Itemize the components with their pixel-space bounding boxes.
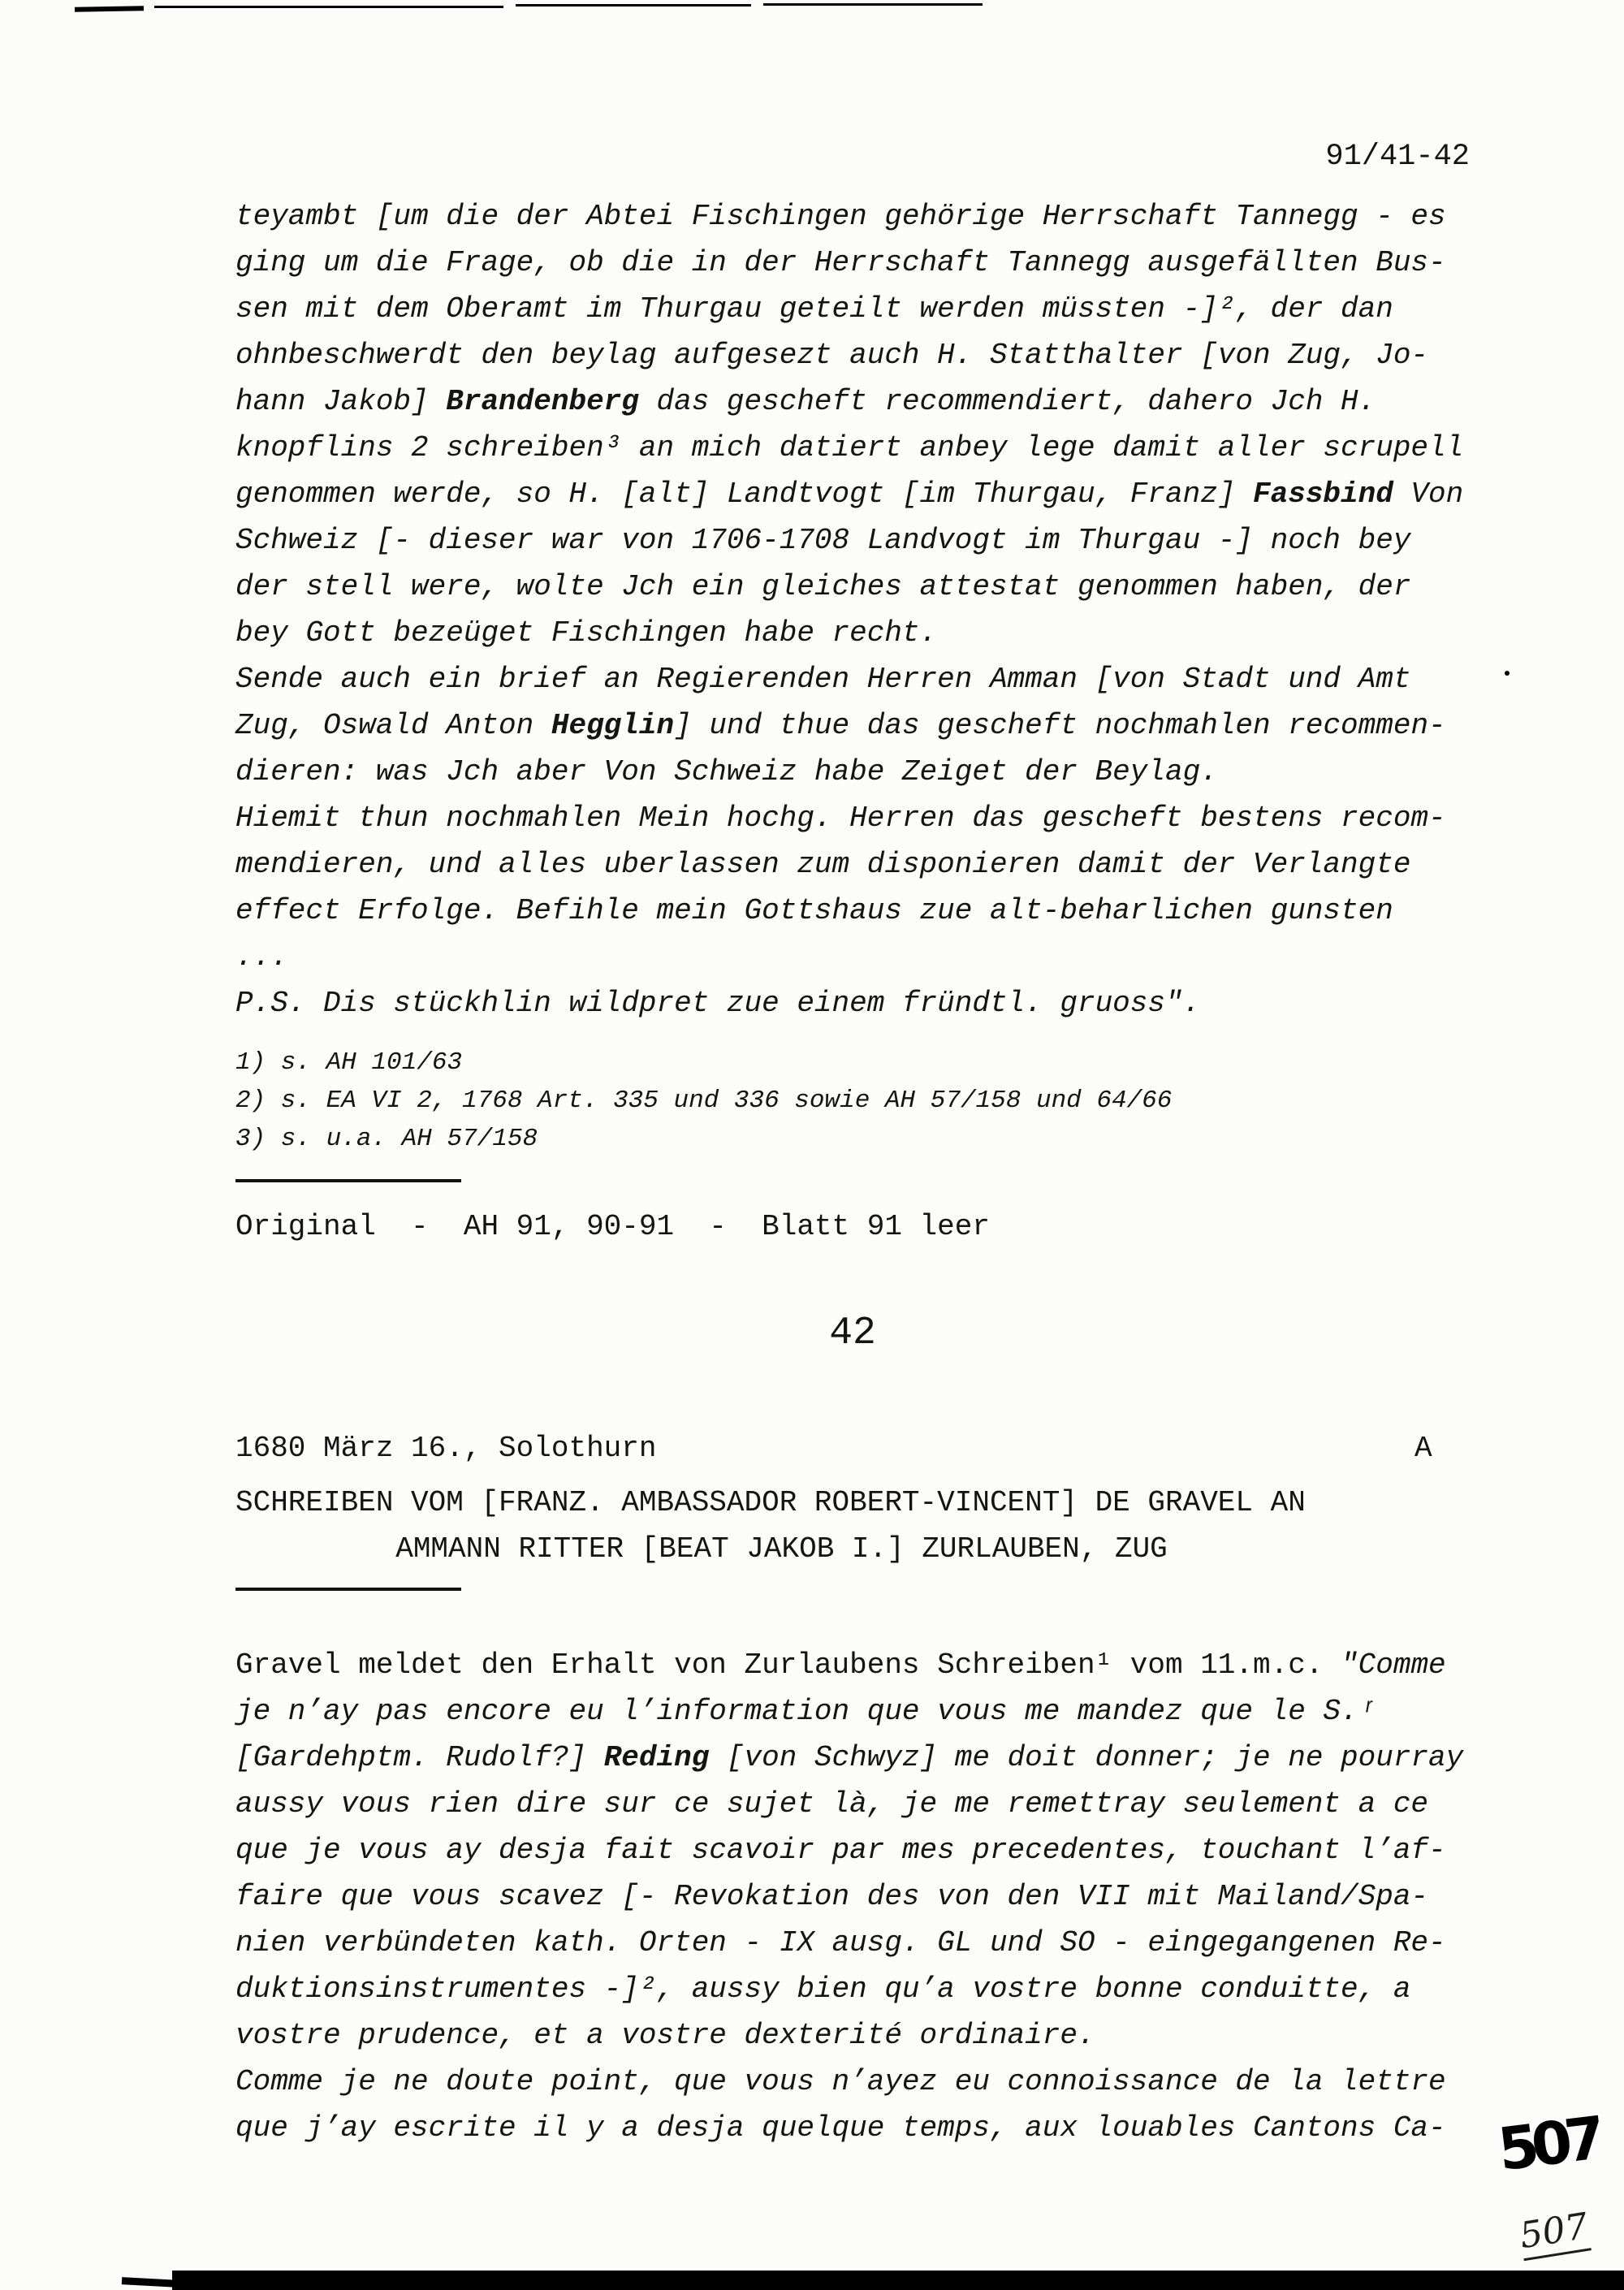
entry-42-marker [1415, 1425, 1432, 1471]
text-line: Sende auch ein brief an Regierenden Herren Amman [von Stadt und Amt [235, 663, 1411, 696]
footnote-1: 1) s. AH 101/63 [235, 1048, 463, 1077]
text-line: ohnbeschwerdt den beylag aufgesezt auch H. Statthalter [von Zug, Jo- [235, 339, 1429, 372]
date-place: 1680 März 16., Solothurn [235, 1432, 657, 1465]
text-line [235, 471, 1502, 517]
text-line: nien verbündeten kath. Orten - IX ausg. GL und SO - eingegangenen Re- [235, 1926, 1446, 1959]
text-line: je n’ay pas encore eu l’information que vous me mandez que le S.ʳ [235, 1695, 1376, 1728]
text-line [235, 702, 1502, 749]
scan-artifact-top-1 [75, 6, 144, 11]
text-segment: ] und thue das gescheft nochmahlen recommen- [674, 709, 1446, 742]
text-line: ... [235, 940, 288, 974]
person-name-reding: Reding [603, 1741, 710, 1774]
source-line [235, 1203, 1470, 1250]
text-line: dieren: was Jch aber Von Schweiz habe Zeiget der Beylag. [235, 755, 1218, 789]
entry-42-body [235, 1642, 1502, 2151]
text-line: Schweiz [- dieser war von 1706-1708 Landvogt im Thurgau -] noch bey [235, 524, 1411, 557]
person-name-brandenberg: Brandenberg [446, 385, 639, 418]
text-line: Comme je ne doute point, que vous n’ayez eu connoissance de la lettre [235, 2065, 1446, 2098]
text-line: duktionsinstrumentes -]², aussy bien qu’a vostre bonne conduitte, a [235, 1972, 1411, 2006]
entry-42-title [235, 1480, 1328, 1572]
summary-segment: Gravel meldet den Erhalt von Zurlaubens Schreiben¹ vom 11.m.c. [235, 1648, 1341, 1682]
text-line [235, 1642, 1502, 1688]
text-segment: genommen werde, so H. [alt] Landtvogt [im Thurgau, Franz] [235, 477, 1254, 511]
text-line: faire que vous scavez [- Revokation des von den VII mit Mailand/Spa- [235, 1880, 1429, 1913]
text-line: teyambt [um die der Abtei Fischingen gehörige Herrschaft Tannegg - es [235, 200, 1446, 233]
footnote-2: 2) s. EA VI 2, 1768 Art. 335 und 336 sowie AH 57/158 und 64/66 [235, 1087, 1173, 1115]
text-segment: [Gardehptm. Rudolf?] [235, 1741, 604, 1774]
title-line-2: AMMANN RITTER [BEAT JAKOB I.] ZURLAUBEN, ZUG [395, 1532, 1168, 1566]
text-line: P.S. Dis stückhlin wildpret zue einem fründtl. gruoss". [235, 987, 1201, 1020]
text-line: que je vous ay desja fait scavoir par mes precedentes, touchant l’af- [235, 1834, 1446, 1867]
text-line: knopflins 2 schreiben³ an mich datiert anbey lege damit aller scrupell [235, 431, 1464, 464]
text-line: ging um die Frage, ob die in der Herrschaft Tannegg ausgefällten Bus- [235, 246, 1446, 279]
scan-speck [1505, 671, 1510, 676]
text-segment: hann Jakob] [235, 385, 447, 418]
separator-rule [235, 1588, 461, 1591]
text-segment: das gescheft recommendiert, dahero Jch H. [638, 385, 1376, 418]
text-line: aussy vous rien dire sur ce sujet là, je me remettray seulement a ce [235, 1787, 1429, 1821]
text-line: Hiemit thun nochmahlen Mein hochg. Herren das gescheft bestens recom- [235, 802, 1446, 835]
text-segment: Zug, Oswald Anton [235, 709, 551, 742]
entry-41-body [235, 193, 1502, 1026]
marker-letter: A [1415, 1432, 1432, 1465]
entry-number: 42 [829, 1311, 876, 1355]
person-name-hegglin: Hegglin [551, 709, 675, 742]
text-line: bey Gott bezeüget Fischingen habe recht. [235, 616, 938, 650]
entry-41-footnotes [235, 1043, 1372, 1158]
separator-rule [235, 1179, 461, 1182]
text-line: vostre prudence, et a vostre dexterité ordinaire. [235, 2019, 1095, 2052]
scan-artifact-top-4 [763, 3, 983, 6]
title-line-1: SCHREIBEN VOM [FRANZ. AMBASSADOR ROBERT-VINCENT] DE GRAVEL AN [235, 1486, 1306, 1519]
text-line [235, 378, 1502, 425]
person-name-fassbind: Fassbind [1253, 477, 1393, 511]
text-line: que j’ay escrite il y a desja quelque temps, aux louables Cantons Ca- [235, 2111, 1446, 2145]
text-line: mendieren, und alles uberlassen zum disponieren damit der Verlangte [235, 848, 1411, 881]
scan-artifact-bottom-bar [172, 2271, 1624, 2290]
footnote-3: 3) s. u.a. AH 57/158 [235, 1125, 538, 1153]
handwritten-page-number: 507 [1494, 2103, 1602, 2184]
text-segment: [von Schwyz] me doit donner; je ne pourray [709, 1741, 1464, 1774]
text-line: der stell were, wolte Jch ein gleiches attestat genommen haben, der [235, 570, 1411, 603]
handwritten-page-number-small: 507 [1517, 2206, 1592, 2261]
scan-artifact-top-3 [516, 4, 751, 6]
text-line: sen mit dem Oberamt im Thurgau geteilt werden müssten -]², der dan [235, 292, 1393, 326]
quote-segment: "Comme [1341, 1648, 1446, 1682]
text-line: effect Erfolge. Befihle mein Gottshaus zue alt-beharlichen gunsten [235, 894, 1393, 927]
text-line: Original - AH 91, 90-91 - Blatt 91 leer [235, 1210, 990, 1243]
scan-artifact-top-2 [154, 6, 503, 8]
scan-artifact-bottom-taper [122, 2277, 179, 2288]
page-reference: 91/41-42 [1325, 140, 1470, 174]
text-line [235, 1735, 1502, 1781]
text-segment: Von [1393, 477, 1464, 511]
entry-42-dateline [235, 1425, 1210, 1471]
